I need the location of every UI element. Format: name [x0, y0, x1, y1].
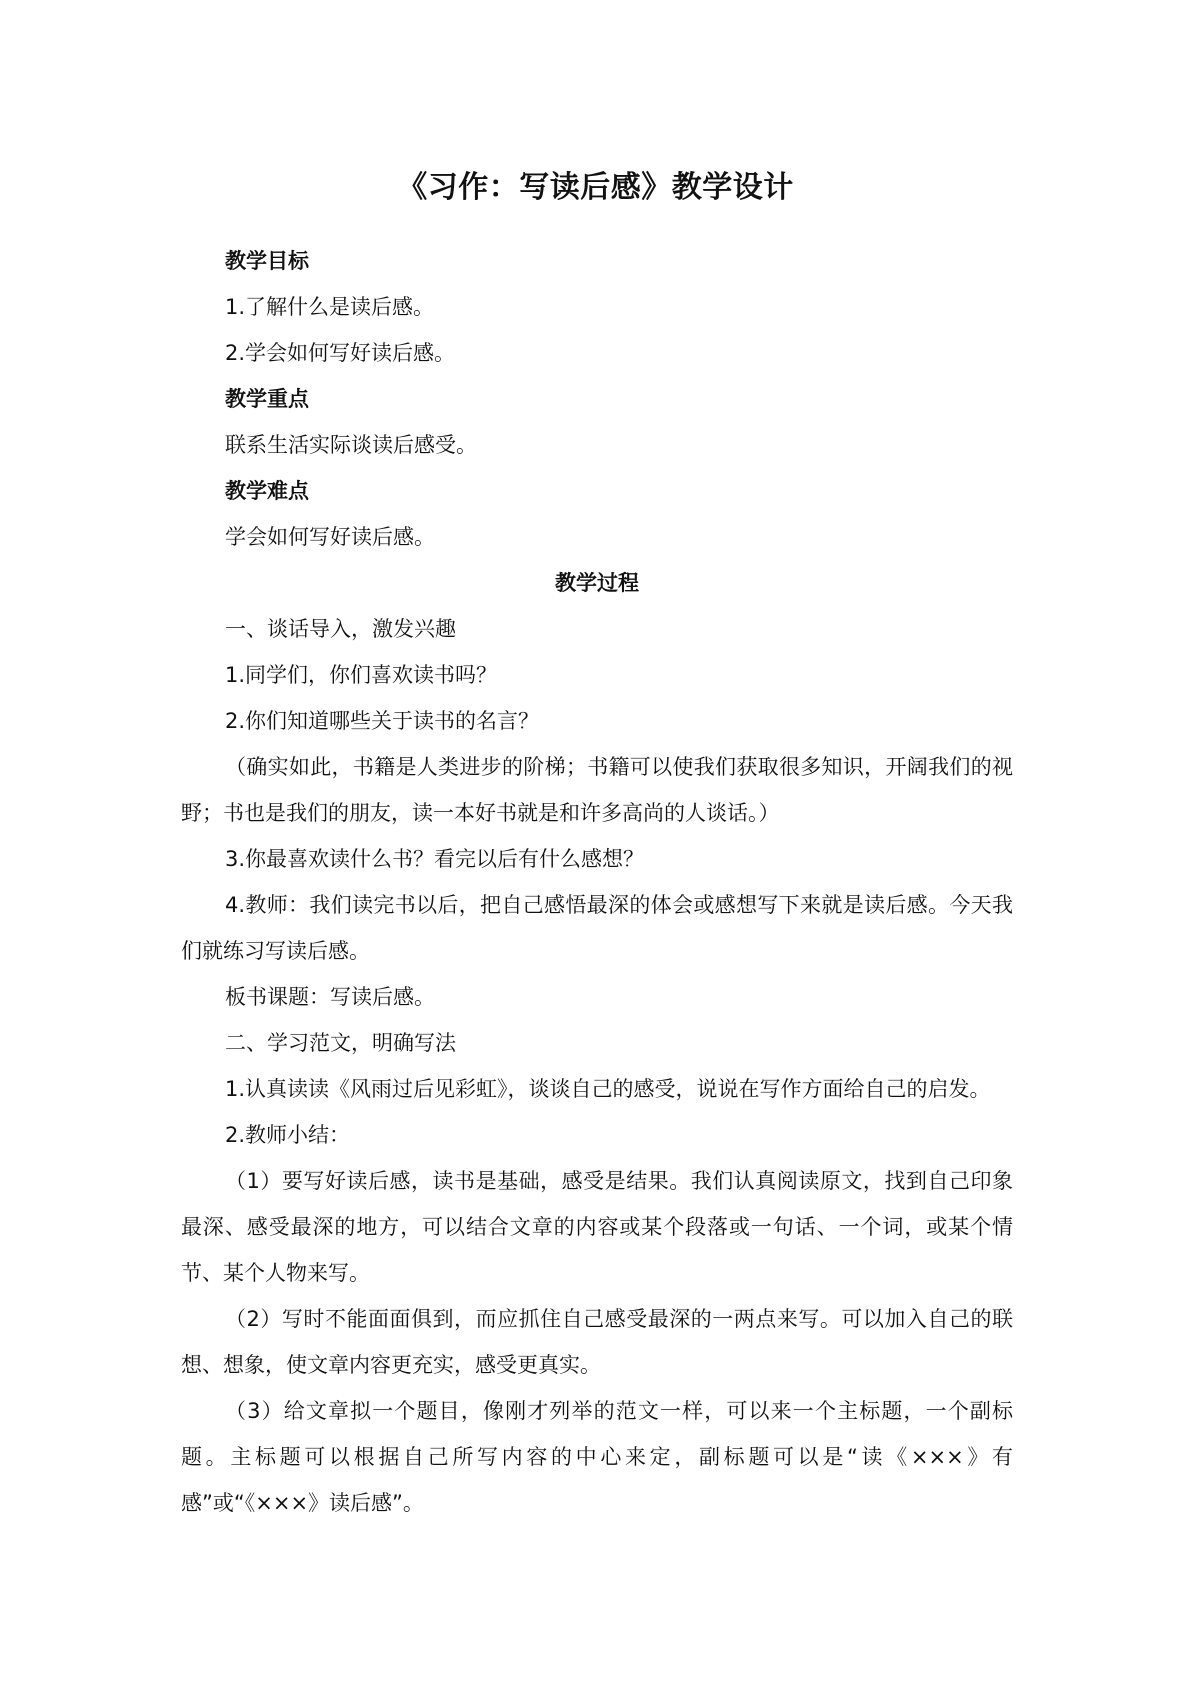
section-item: 2.你们知道哪些关于读书的名言？ — [225, 709, 540, 733]
board-title: 板书课题：写读后感。 — [225, 985, 435, 1009]
document-body — [181, 238, 1013, 1526]
summary-point: （2）写时不能面面俱到，而应抓住自己感受最深的一两点来写。可以加入自己的联想、想象，使文章内容更充实，感受更真实。 — [181, 1307, 1013, 1377]
section-item: 2.教师小结： — [225, 1123, 351, 1147]
section-item: 1.认真读读《风雨过后见彩虹》，谈谈自己的感受，说说在写作方面给自己的启发。 — [225, 1077, 991, 1101]
section-heading: 一、谈话导入，激发兴趣 — [225, 617, 456, 641]
section-item: 3.你最喜欢读什么书？看完以后有什么感想？ — [225, 847, 645, 871]
difficulty-text: 学会如何写好读后感。 — [225, 525, 435, 549]
goal-item: 2.学会如何写好读后感。 — [225, 341, 456, 365]
section-item: 4.教师：我们读完书以后，把自己感悟最深的体会或感想写下来就是读后感。今天我们就练习写读后感。 — [181, 893, 1013, 963]
goal-item: 1.了解什么是读后感。 — [225, 295, 435, 319]
section-item: 1.同学们，你们喜欢读书吗？ — [225, 663, 498, 687]
difficulty-heading: 教学难点 — [225, 479, 309, 503]
summary-point: （1）要写好读后感，读书是基础，感受是结果。我们认真阅读原文，找到自己印象最深、感受最深的地方，可以结合文章的内容或某个段落或一句话、一个词，或某个情节、某个人物来写。 — [181, 1169, 1013, 1285]
summary-point: （3）给文章拟一个题目，像刚才列举的范文一样，可以来一个主标题，一个副标题。主标题可以根据自己所写内容的中心来定，副标题可以是“读《×××》有感”或“《×××》读后感”。 — [181, 1399, 1013, 1515]
section-note: （确实如此，书籍是人类进步的阶梯；书籍可以使我们获取很多知识，开阔我们的视野；书也是我们的朋友，读一本好书就是和许多高尚的人谈话。） — [181, 755, 1013, 825]
key-text: 联系生活实际谈读后感受。 — [225, 433, 477, 457]
section-heading: 二、学习范文，明确写法 — [225, 1031, 456, 1055]
key-heading: 教学重点 — [225, 387, 309, 411]
document-title: 《习作：写读后感》教学设计 — [397, 170, 794, 205]
goals-heading: 教学目标 — [225, 249, 309, 273]
process-heading: 教学过程 — [555, 571, 639, 595]
